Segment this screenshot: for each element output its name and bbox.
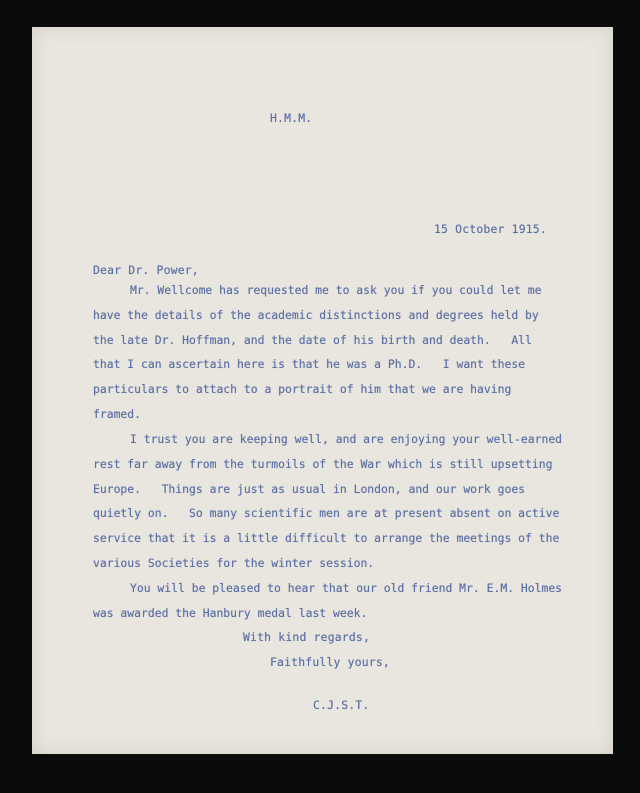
body-line: have the details of the academic distinctions and degrees held by xyxy=(93,308,539,322)
body-line: quietly on. So many scientific men are at present absent on active xyxy=(93,506,560,520)
body-line: rest far away from the turmoils of the War which is still upsetting xyxy=(93,457,553,471)
body-line: service that it is a little difficult to arrange the meetings of the xyxy=(93,531,560,545)
signature-initials: C.J.S.T. xyxy=(313,698,370,712)
body-line: I trust you are keeping well, and are enjoying your well-earned xyxy=(130,432,563,446)
letter-date: 15 October 1915. xyxy=(434,222,547,236)
body-line: framed. xyxy=(93,407,142,421)
body-line: particulars to attach to a portrait of him that we are having xyxy=(93,382,512,396)
body-line: Mr. Wellcome has requested me to ask you if you could let me xyxy=(130,283,542,297)
body-line: various Societies for the winter session. xyxy=(93,556,375,570)
body-line: Europe. Things are just as usual in London, and our work goes xyxy=(93,482,526,496)
body-line: You will be pleased to hear that our old friend Mr. E.M. Holmes xyxy=(130,581,563,595)
body-line: was awarded the Hanbury medal last week. xyxy=(93,606,368,620)
salutation: Dear Dr. Power, xyxy=(93,263,199,277)
body-line: that I can ascertain here is that he was a Ph.D. I want these xyxy=(93,357,526,371)
header-initials: H.M.M. xyxy=(270,111,313,125)
closing-regards: With kind regards, xyxy=(243,630,371,644)
body-line: the late Dr. Hoffman, and the date of his birth and death. All xyxy=(93,333,532,347)
closing-signoff: Faithfully yours, xyxy=(270,655,390,669)
